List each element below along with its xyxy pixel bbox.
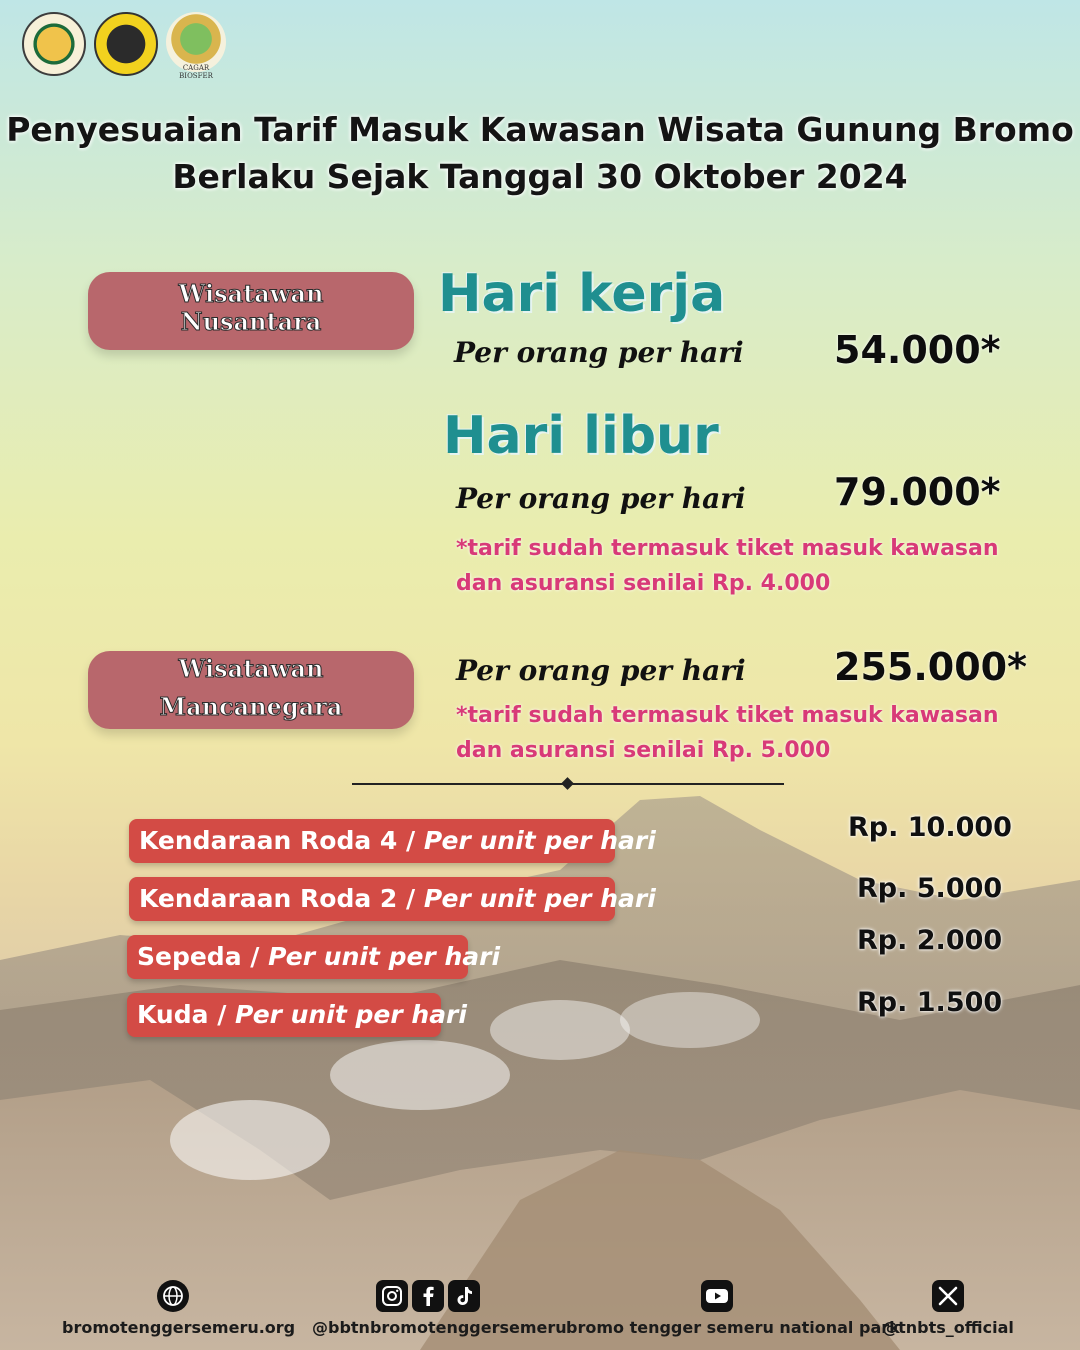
ministry-logo	[22, 12, 86, 76]
nusantara-note	[456, 531, 999, 601]
nusantara-note-line2: dan asuransi senilai Rp. 4.000	[456, 571, 831, 596]
vehicle-row-sepeda	[127, 935, 501, 979]
weekday-price: 54.000*	[834, 328, 1001, 372]
holiday-heading: Hari libur	[443, 406, 719, 466]
vehicle-price-roda2: Rp. 5.000	[857, 873, 1003, 904]
vehicle-name: Sepeda /	[137, 942, 269, 971]
vehicle-row-roda4	[129, 819, 656, 863]
vehicle-unit: Per unit per hari	[235, 1000, 467, 1029]
mancanegara-per-label: Per orang per hari	[456, 654, 746, 687]
mancanegara-label-line1: Wisatawan	[178, 654, 324, 683]
vehicle-price-kuda: Rp. 1.500	[857, 987, 1003, 1018]
vehicle-price-roda4: Rp. 10.000	[848, 812, 1012, 843]
logo-group	[22, 12, 226, 80]
vehicle-unit: Per unit per hari	[423, 884, 656, 913]
footer-x[interactable]	[878, 1280, 1018, 1337]
wisatawan-nusantara-pill	[88, 272, 414, 350]
vehicle-unit: Per unit per hari	[268, 942, 501, 971]
holiday-per-label: Per orang per hari	[456, 482, 746, 515]
website-text: bromotenggersemeru.org	[62, 1318, 296, 1337]
title-line-2: Berlaku Sejak Tanggal 30 Oktober 2024	[172, 157, 908, 196]
social-handle-text: @bbtnbromotenggersemeru	[312, 1318, 567, 1337]
tiktok-icon[interactable]	[448, 1280, 480, 1312]
vehicle-unit: Per unit per hari	[423, 826, 656, 855]
vehicle-price-sepeda: Rp. 2.000	[857, 925, 1003, 956]
national-park-logo	[94, 12, 158, 76]
weekday-per-label: Per orang per hari	[454, 336, 744, 369]
vehicle-row-roda2	[129, 877, 656, 921]
instagram-icon[interactable]	[376, 1280, 408, 1312]
biosphere-reserve-logo	[166, 12, 226, 80]
youtube-channel-text: bromo tengger semeru national park	[566, 1318, 900, 1337]
biosphere-logo-caption: CAGAR BIOSFER	[179, 64, 213, 80]
page-title	[0, 106, 1080, 200]
wisatawan-mancanegara-pill	[88, 651, 414, 729]
vehicle-name: Kendaraan Roda 2 /	[139, 884, 424, 913]
x-handle-text: @tnbts_official	[882, 1318, 1014, 1337]
nusantara-label-line2: Nusantara	[180, 307, 322, 336]
vehicle-row-kuda	[127, 993, 467, 1037]
mancanegara-label-line2: Mancanegara	[159, 692, 343, 721]
footer-social[interactable]	[312, 1280, 567, 1337]
nusantara-label-line1: Wisatawan	[178, 279, 324, 308]
mancanegara-note	[456, 698, 999, 768]
nusantara-note-line1: *tarif sudah termasuk tiket masuk kawasan	[456, 536, 999, 561]
globe-icon[interactable]	[157, 1280, 189, 1312]
facebook-icon[interactable]	[412, 1280, 444, 1312]
weekday-heading: Hari kerja	[438, 264, 726, 324]
title-line-1: Penyesuaian Tarif Masuk Kawasan Wisata Gunung Bromo	[6, 110, 1074, 149]
mancanegara-note-line2: dan asuransi senilai Rp. 5.000	[456, 738, 831, 763]
holiday-price: 79.000*	[834, 470, 1001, 514]
x-icon[interactable]	[932, 1280, 964, 1312]
mancanegara-price: 255.000*	[834, 645, 1027, 689]
youtube-icon[interactable]	[701, 1280, 733, 1312]
mancanegara-note-line1: *tarif sudah termasuk tiket masuk kawasan	[456, 703, 999, 728]
vehicle-name: Kuda /	[137, 1000, 236, 1029]
vehicle-name: Kendaraan Roda 4 /	[139, 826, 424, 855]
footer-website[interactable]	[62, 1280, 296, 1337]
footer-youtube[interactable]	[566, 1280, 900, 1337]
